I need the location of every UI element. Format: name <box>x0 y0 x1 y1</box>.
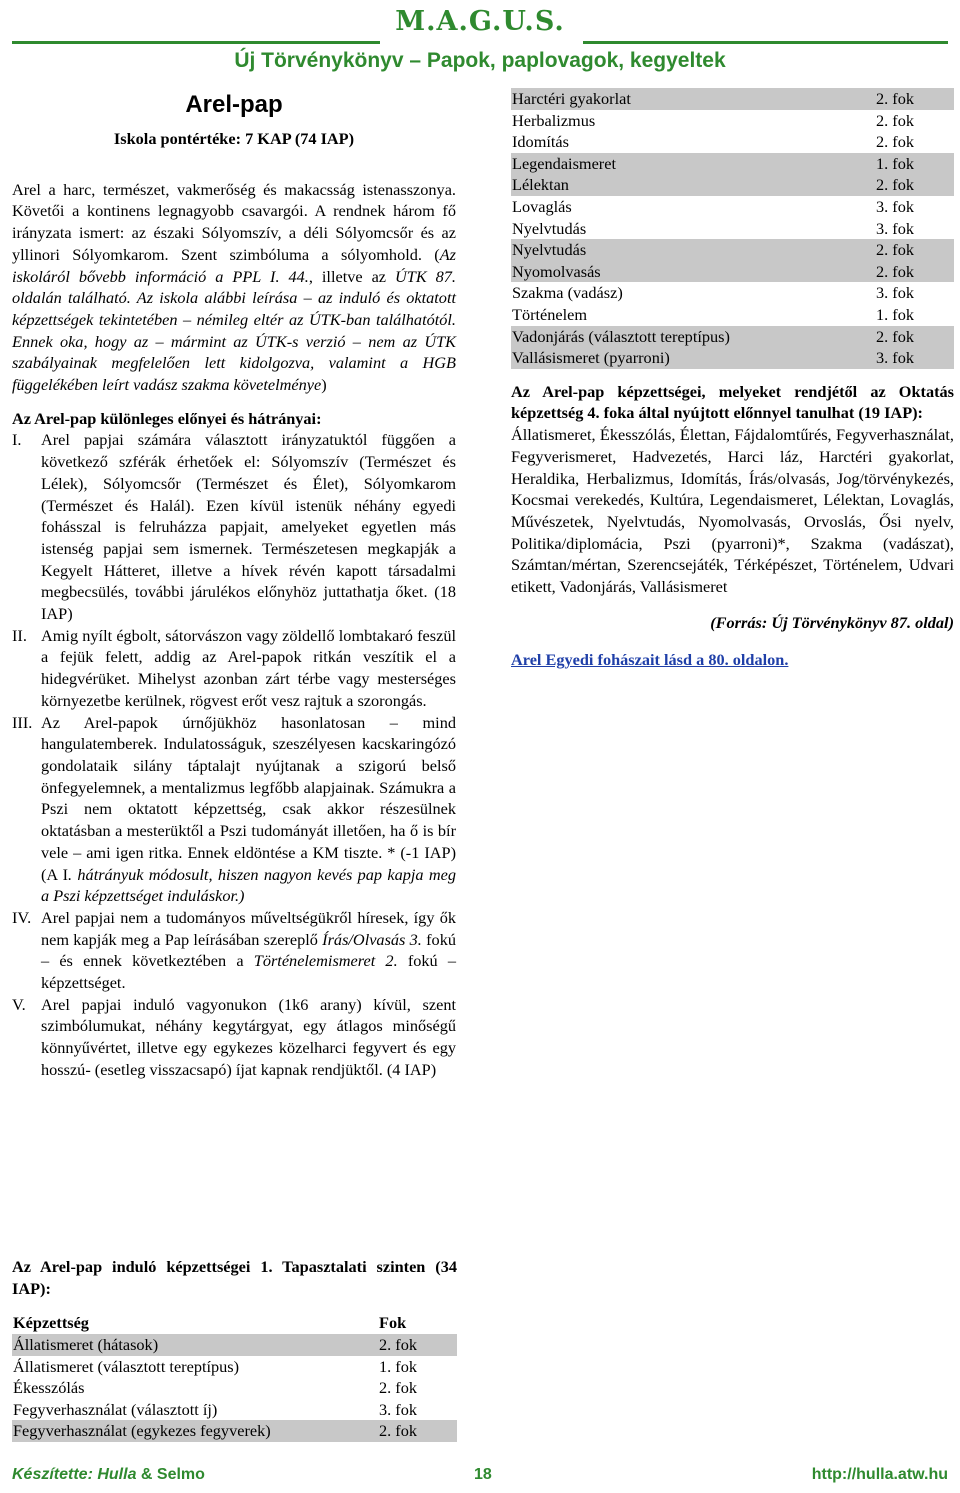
level-cell: 2. fok <box>875 239 954 261</box>
skill-cell: Lovaglás <box>512 196 572 216</box>
list-item <box>12 429 456 624</box>
level-cell: 3. fok <box>876 196 914 216</box>
level-cell: 3. fok <box>876 218 914 238</box>
list-item <box>12 712 456 907</box>
table-row <box>511 261 954 283</box>
learnable-title: Az Arel-pap képzettségei, melyeket rendjétől az Oktatás képzettség 4. foka által nyújtott előnnyel tanulhat (19 IAP): <box>511 381 954 423</box>
skill-cell: Idomítás <box>512 132 569 152</box>
starting-skills <box>12 1256 457 1442</box>
table-row <box>511 110 954 132</box>
level-cell: 1. fok <box>876 304 914 324</box>
item-number: II. <box>12 625 27 645</box>
item-text: fokú – és ennek következtében a <box>41 929 456 971</box>
table-row <box>12 1334 457 1356</box>
level-cell: 2. fok <box>875 261 954 283</box>
table-header <box>12 1312 457 1334</box>
table-row <box>511 88 954 110</box>
skill-cell: Állatismeret (választott tereptípus) <box>13 1356 240 1376</box>
source-note: (Forrás: Új Törvénykönyv 87. oldal) <box>710 612 954 632</box>
item-text: Arel papjai induló vagyonukon (1k6 arany) kívül, szent szimbólumukat, néhány kegytárgyat, egy átlagos minőségű könnyűvértet, illetve egy egykezes közelharci fegyvert és egy hosszú- (esetleg visszacsapó) íjat kapnak rendjüktől. (4 IAP) <box>41 994 456 1079</box>
skill-cell: Állatismeret (hátasok) <box>12 1334 378 1356</box>
table-row <box>511 131 954 153</box>
list-item <box>12 625 456 712</box>
col-skill-header: Képzettség <box>13 1313 89 1333</box>
col-level-header: Fok <box>379 1313 407 1333</box>
skill-cell: Lélektan <box>511 174 875 196</box>
intro-text-b: Az iskoláról bővebb információ a PPL I. 44. <box>12 244 456 286</box>
item-text: Az Arel-papok úrnőjükhöz hasonlatosan – mind hangulatemberek. Indulatosságuk, szeszélyesen kacskaringózó gondolataik silány táptalajt nyújtanak a szigorú belső önfegyelemnek, a mentalizmus legfőbb alapjainak. Számukra a Pszi nem oktatott képzettség, csak akkor részesülnek oktatásban a mesterüktől a Pszi tudományát illetően, ha ő is bír vele – ami igen ritka. Ennek eldöntése a KM tiszte. * (-1 IAP) (A I <box>41 712 456 884</box>
item-text-wrap <box>41 907 456 994</box>
table-row <box>12 1399 457 1421</box>
table-row <box>511 153 954 175</box>
item-number: III. <box>12 712 33 732</box>
skill-cell: Szakma (vadász) <box>512 283 623 303</box>
starting-table <box>12 1312 457 1442</box>
table-row <box>511 174 954 196</box>
footer-author-b: & Selmo <box>136 1466 205 1483</box>
level-cell: 1. fok <box>379 1356 417 1376</box>
starting-title: Az Arel-pap induló képzettségei 1. Tapasztalati szinten (34 IAP): <box>12 1257 457 1298</box>
level-cell: 3. fok <box>379 1399 417 1419</box>
item-number: I. <box>12 430 22 450</box>
skills-table-continued <box>511 88 954 369</box>
level-cell: 2. fok <box>875 88 954 110</box>
school-points: Iskola pontértéke: 7 KAP (74 IAP) <box>113 129 355 148</box>
learnable-text: Állatismeret, Ékesszólás, Élettan, Fájdalomtűrés, Fegyverhasználat, Fegyverismeret, Hadvezetés, Harci láz, Harctéri gyakorlat, Heraldika, Herbalizmus, Idomítás, Írás/olvasás, Jog/törvénykezés, Kocsmai verekedés, Kultúra, Legendaismeret, Lélektan, Lovaglás, Művészetek, Nyelvtudás, Nyomolvasás, Orvoslás, Ősi nyelv, Politika/diplomácia, Pszi (pyarroni)*, Szakma (vadászat), Számtan/mértan, Szerencsejáték, Térképészet, Történelem, Udvari etikett, Vadonjárás, Vallásismeret <box>511 425 954 597</box>
level-cell: 3. fok <box>875 347 954 369</box>
header-rule-right <box>583 41 948 44</box>
page-title: Arel-pap <box>185 91 283 118</box>
level-cell: 2. fok <box>875 326 954 348</box>
level-cell: 2. fok <box>876 132 914 152</box>
skill-cell: Fegyverhasználat (egykezes fegyverek) <box>12 1420 378 1442</box>
item-text: Amig nyílt égbolt, sátorvászon vagy zöldellő lombtakaró feszül a fejük felett, addig az Arel-papok ritkán veszítik el a hidegvérüket. Mihelyst azonban zárt térbe vagy mesterséges környezetbe kerülnek, rögvest erőt vesz rajtuk a szorongás. <box>41 625 456 710</box>
table-row <box>511 326 954 348</box>
item-text: Arel papjai számára választott irányzatuktól függően a következő szférák érhetőek el: Sólyomszív (Természet és Lélek), Sólyomcsőr (Természet és Élet), Sólyomkarom (Természet és Halál). Ezen kívül istenük néhány egyedi fohásszal is felruházza papjait, amelyeket egyetlen más istenség papjai sem ismernek. Természetesen megkapják a Kegyelt Hátteret, illetve a hívek révén kapott társadalmi megbecsülés, további járulékos előnyhöz juttathatja őket. (18 IAP) <box>41 430 456 624</box>
header-logo: M.A.G.U.S. <box>395 6 565 37</box>
item-text-italic: . hátrányuk módosult, hiszen nagyon kevés pap kapja meg a Pszi képzettséget induláskor.) <box>41 864 457 906</box>
table-row <box>12 1356 457 1378</box>
intro-text-d: ÚTK 87. oldalán található. Az iskola alábbi leírása – az induló és oktatott képzettségek tekintetében – némileg eltér az ÚTK-ban találhatótól. Ennek oka, hogy az – mármint az ÚTK-s verzió – nem az ÚTK szabályainak megfelelően lett kidolgozva, valamint a HGB függelékében leírt vadász szakma követelménye <box>12 266 456 395</box>
item-text: fokú – képzettséget. <box>41 951 457 993</box>
level-cell: 2. fok <box>378 1420 457 1442</box>
table-row <box>511 239 954 261</box>
level-cell: 3. fok <box>876 283 914 303</box>
special-title: Az Arel-pap különleges előnyei és hátrányai: <box>12 408 322 428</box>
item-text: Arel papjai nem a tudományos műveltségükről híresek, így ők nem kapják meg a Pap leírásában szereplő <box>41 907 456 949</box>
table-row <box>511 196 954 218</box>
table-row <box>511 304 954 326</box>
table-row <box>511 347 954 369</box>
item-text-italic: Írás/Olvasás 3. <box>322 929 422 949</box>
table-row <box>511 282 954 304</box>
intro-text-a: Arel a harc, természet, vakmerőség és makacsság istenasszonya. Követői a kontinens legnagyobb csavargói. A rendnek három fő irányzata ismert: az északi Sólyomszív, a déli Sólyomcsőr és az yllinori Sólyomkarom. Szent szimbóluma a sólyomhold. ( <box>12 179 456 264</box>
level-cell: 2. fok <box>379 1378 417 1398</box>
skill-cell: Nyelvtudás <box>511 239 875 261</box>
skill-cell: Harctéri gyakorlat <box>511 88 875 110</box>
item-number: V. <box>12 994 26 1014</box>
intro-text-c: , illetve az <box>308 266 395 286</box>
level-cell: 2. fok <box>876 110 914 130</box>
header-subtitle: Új Törvénykönyv – Papok, paplovagok, kegyeltek <box>234 49 726 72</box>
page-number: 18 <box>474 1466 492 1483</box>
table-row <box>12 1377 457 1399</box>
right-column <box>511 88 954 671</box>
level-cell: 2. fok <box>875 174 954 196</box>
skill-cell: Történelem <box>512 304 588 324</box>
skill-cell: Herbalizmus <box>512 110 596 130</box>
skill-cell: Legendaismeret <box>511 153 875 175</box>
level-cell: 2. fok <box>378 1334 457 1356</box>
intro-text-e: ) <box>321 375 327 395</box>
level-cell: 1. fok <box>875 153 954 175</box>
list-item <box>12 994 456 1081</box>
prayers-link[interactable]: Arel Egyedi fohászait lásd a 80. oldalon. <box>511 650 789 670</box>
skill-cell: Vadonjárás (választott tereptípus) <box>511 326 875 348</box>
skill-cell: Nyelvtudás <box>512 218 587 238</box>
intro-paragraph <box>12 179 456 396</box>
footer-authors <box>12 1466 205 1484</box>
item-text-wrap <box>41 712 456 907</box>
item-number: IV. <box>12 907 32 927</box>
skill-cell: Fegyverhasználat (választott íj) <box>13 1399 218 1419</box>
footer-author-a: Készítette: Hulla <box>12 1466 137 1483</box>
item-text-italic: Történelemismeret 2. <box>253 951 398 971</box>
table-row <box>12 1420 457 1442</box>
skill-cell: Nyomolvasás <box>511 261 875 283</box>
header-rule-left <box>12 41 380 44</box>
left-column <box>12 88 456 1081</box>
skill-cell: Ékesszólás <box>13 1378 85 1398</box>
table-row <box>511 218 954 240</box>
footer-url[interactable]: http://hulla.atw.hu <box>811 1466 948 1483</box>
skill-cell: Vallásismeret (pyarroni) <box>511 347 875 369</box>
list-item <box>12 907 456 994</box>
